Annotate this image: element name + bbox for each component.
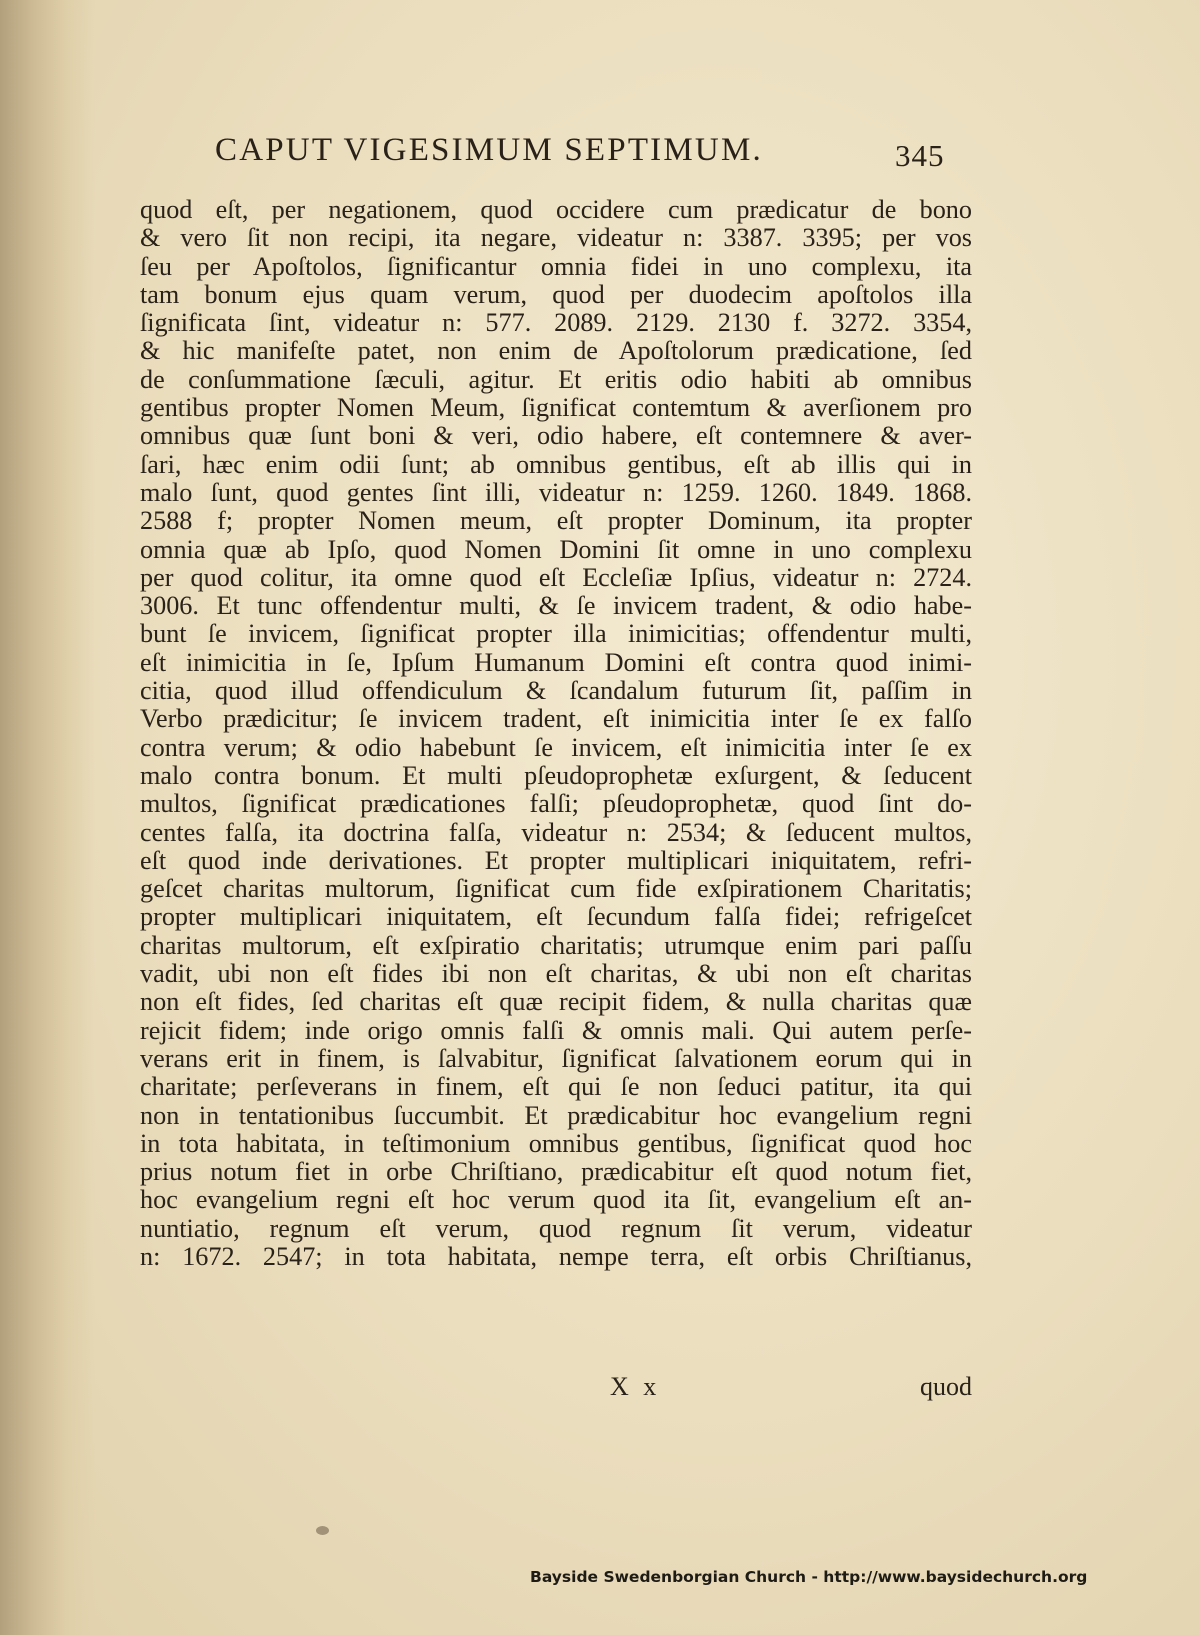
page-footer: [140, 1372, 972, 1404]
signature-mark: X x: [610, 1372, 661, 1401]
text-line: ſari, hæc enim odii ſunt; ab omnibus gentibus, eſt ab illis qui in: [140, 450, 972, 479]
text-line: rejicit fidem; inde origo omnis falſi & omnis mali. Qui autem perſe-: [140, 1016, 972, 1045]
body-text: [140, 196, 972, 1271]
text-line: multos, ſignificat prædicationes falſi; pſeudoprophetæ, quod ſint do-: [140, 790, 972, 819]
text-line: contra verum; & odio habebunt ſe invicem, eſt inimicitia inter ſe ex: [140, 733, 972, 762]
text-line: gentibus propter Nomen Meum, ſignificat contemtum & averſionem pro: [140, 394, 972, 423]
page-number: 345: [895, 138, 945, 173]
text-line: tam bonum ejus quam verum, quod per duodecim apoſtolos illa: [140, 280, 972, 309]
text-line: omnia quæ ab Ipſo, quod Nomen Domini ſit omne in uno complexu: [140, 535, 972, 564]
text-line: quod eſt, per negationem, quod occidere cum prædicatur de bono: [140, 196, 972, 224]
text-line: propter multiplicari iniquitatem, eſt ſecundum falſa fidei; refrigeſcet: [140, 903, 972, 932]
text-line: & hic manifeſte patet, non enim de Apoſtolorum prædicatione, ſed: [140, 337, 972, 366]
text-line: prius notum fiet in orbe Chriſtiano, prædicabitur eſt quod notum fiet,: [140, 1158, 972, 1187]
text-line: malo contra bonum. Et multi pſeudoprophetæ exſurgent, & ſeducent: [140, 761, 972, 790]
text-line: ſignificata ſint, videatur n: 577. 2089. 2129. 2130 f. 3272. 3354,: [140, 309, 972, 338]
text-line: hoc evangelium regni eſt hoc verum quod ita ſit, evangelium eſt an-: [140, 1186, 972, 1215]
text-line: eſt inimicitia in ſe, Ipſum Humanum Domini eſt contra quod inimi-: [140, 648, 972, 677]
watermark-credit: Bayside Swedenborgian Church - http://www.baysidechurch.org: [530, 1568, 1088, 1586]
text-line: in tota habitata, in teſtimonium omnibus gentibus, ſignificat quod hoc: [140, 1129, 972, 1158]
text-line: ſeu per Apoſtolos, ſignificantur omnia fidei in uno complexu, ita: [140, 252, 972, 281]
text-line: centes falſa, ita doctrina falſa, videatur n: 2534; & ſeducent multos,: [140, 818, 972, 847]
text-line: non eſt fides, ſed charitas eſt quæ recipit fidem, & nulla charitas quæ: [140, 988, 972, 1017]
text-line: omnibus quæ ſunt boni & veri, odio habere, eſt contemnere & aver-: [140, 422, 972, 451]
text-line: charitate; perſeverans in finem, eſt qui ſe non ſeduci patitur, ita qui: [140, 1073, 972, 1102]
paper-blemish: [316, 1526, 329, 1535]
text-line: Verbo prædicitur; ſe invicem tradent, eſt inimicitia inter ſe ex falſo: [140, 705, 972, 734]
text-line: n: 1672. 2547; in tota habitata, nempe terra, eſt orbis Chriſtianus,: [140, 1242, 972, 1271]
text-line: de conſummatione ſæculi, agitur. Et eritis odio habiti ab omnibus: [140, 365, 972, 394]
gutter-shadow: [0, 0, 95, 1635]
text-line: 2588 f; propter Nomen meum, eſt propter Dominum, ita propter: [140, 507, 972, 536]
catchword: quod: [920, 1372, 972, 1401]
text-line: bunt ſe invicem, ſignificat propter illa inimicitias; offendentur multi,: [140, 620, 972, 649]
text-line: nuntiatio, regnum eſt verum, quod regnum ſit verum, videatur: [140, 1214, 972, 1243]
text-line: charitas multorum, eſt exſpiratio charitatis; utrumque enim pari paſſu: [140, 931, 972, 960]
text-line: per quod colitur, ita omne quod eſt Eccleſiæ Ipſius, videatur n: 2724.: [140, 563, 972, 592]
text-line: geſcet charitas multorum, ſignificat cum fide exſpirationem Charitatis;: [140, 875, 972, 904]
chapter-title: CAPUT VIGESIMUM SEPTIMUM.: [215, 132, 763, 168]
running-head: [215, 132, 975, 176]
text-line: citia, quod illud offendiculum & ſcandalum futurum ſit, paſſim in: [140, 677, 972, 706]
text-line: verans erit in finem, is ſalvabitur, ſignificat ſalvationem eorum qui in: [140, 1044, 972, 1073]
text-line: vadit, ubi non eſt fides ibi non eſt charitas, & ubi non eſt charitas: [140, 960, 972, 989]
text-line: eſt quod inde derivationes. Et propter multiplicari iniquitatem, refri-: [140, 846, 972, 875]
text-line: non in tentationibus ſuccumbit. Et prædicabitur hoc evangelium regni: [140, 1101, 972, 1130]
text-line: malo ſunt, quod gentes ſint illi, videatur n: 1259. 1260. 1849. 1868.: [140, 478, 972, 507]
text-line: 3006. Et tunc offendentur multi, & ſe invicem tradent, & odio habe-: [140, 592, 972, 621]
text-line: & vero ſit non recipi, ita negare, videatur n: 3387. 3395; per vos: [140, 224, 972, 253]
